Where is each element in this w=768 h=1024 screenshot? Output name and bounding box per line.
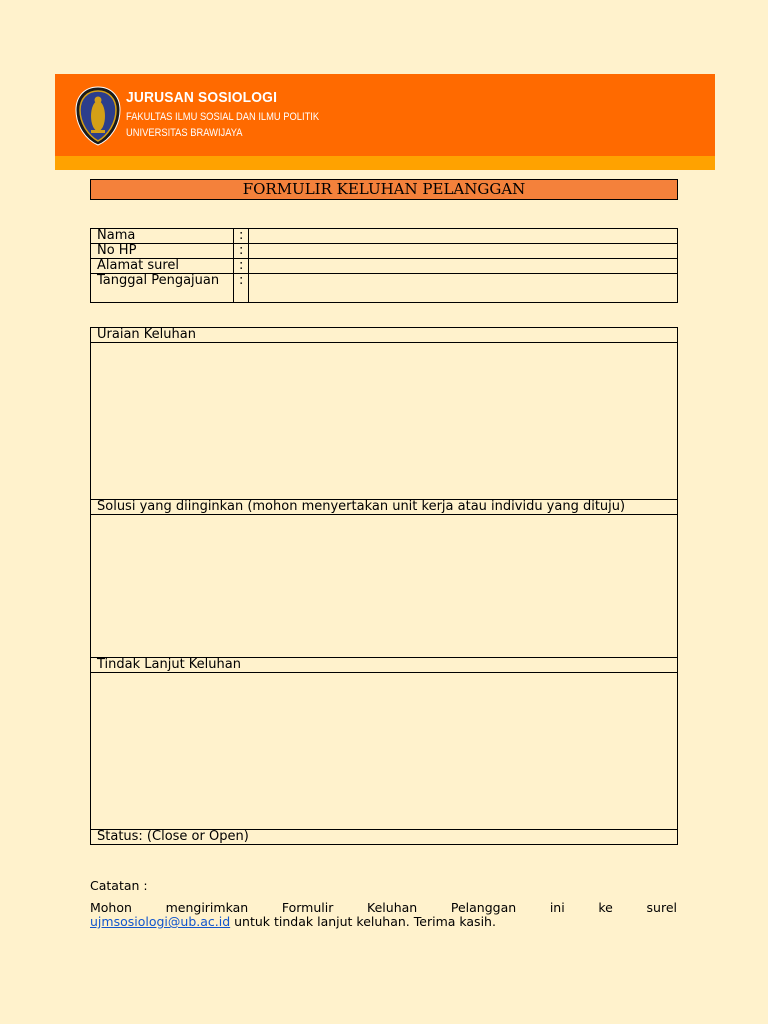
field-row-tanggal: [91, 274, 678, 303]
faculty-name: FAKULTAS ILMU SOSIAL DAN ILMU POLITIK: [126, 111, 320, 123]
field-colon: :: [234, 229, 249, 244]
field-label: No HP: [91, 244, 234, 259]
field-label: Alamat surel: [91, 259, 234, 274]
field-value-nama[interactable]: [249, 229, 678, 244]
field-value-email[interactable]: [249, 259, 678, 274]
complaint-section: [90, 327, 678, 845]
header-strip: [55, 156, 715, 170]
field-row-email: [91, 259, 678, 274]
followup-label: Tindak Lanjut Keluhan: [91, 657, 677, 673]
note-line-2: [90, 915, 677, 929]
note-line-2-text: untuk tindak lanjut keluhan. Terima kasih.: [230, 914, 496, 929]
field-colon: :: [234, 244, 249, 259]
note-line-1: Mohon mengirimkan Formulir Keluhan Pelanggan ini ke surel: [90, 900, 677, 915]
followup-area[interactable]: [91, 673, 677, 829]
complaint-label: Uraian Keluhan: [91, 328, 677, 343]
field-label: Tanggal Pengajuan: [91, 274, 234, 303]
identity-table: [90, 228, 678, 303]
solution-label: Solusi yang diinginkan (mohon menyertakan unit kerja atau individu yang dituju): [91, 499, 677, 515]
field-label: Nama: [91, 229, 234, 244]
form-title: FORMULIR KELUHAN PELANGGAN: [90, 179, 678, 200]
field-row-nama: [91, 229, 678, 244]
field-value-tanggal[interactable]: [249, 274, 678, 303]
university-name: UNIVERSITAS BRAWIJAYA: [126, 127, 243, 139]
complaint-area[interactable]: [91, 343, 677, 499]
field-row-hp: [91, 244, 678, 259]
field-value-hp[interactable]: [249, 244, 678, 259]
status-label: Status: (Close or Open): [91, 829, 677, 844]
university-crest-icon: [75, 86, 121, 146]
note-label: Catatan :: [90, 878, 148, 893]
field-colon: :: [234, 274, 249, 303]
solution-area[interactable]: [91, 515, 677, 657]
email-link[interactable]: ujmsosiologi@ub.ac.id: [90, 914, 231, 929]
department-name: JURUSAN SOSIOLOGI: [126, 89, 278, 106]
field-colon: :: [234, 259, 249, 274]
